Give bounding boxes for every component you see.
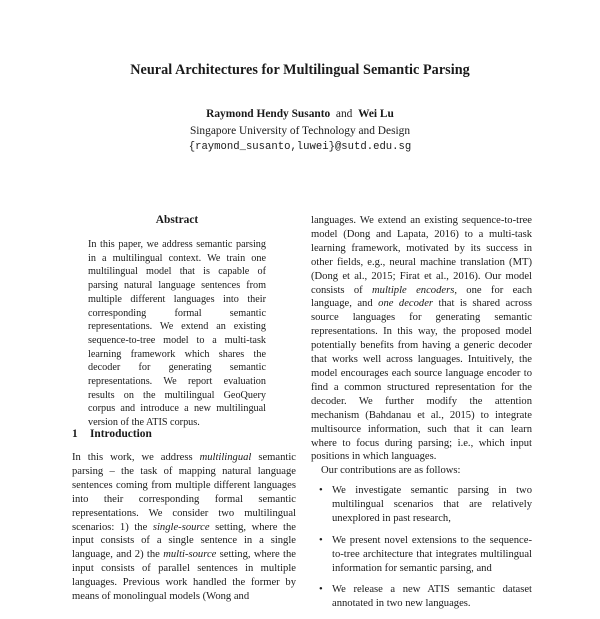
intro-text: semantic parsing – the task of mapping natural language sentences coming from multiple different languages into their corresponding formal semantic representations. We consider two multilingual scenarios: 1) the	[72, 452, 296, 533]
author-conjunction: and	[335, 108, 353, 120]
right-text: , one for each language, and	[311, 284, 532, 310]
list-item	[311, 583, 532, 611]
list-item-text: We release a new ATIS semantic dataset annotated in two new languages.	[332, 584, 532, 610]
contributions-list	[311, 484, 532, 619]
bullet-icon: •	[319, 534, 323, 546]
intro-text: setting, where the input consists of parallel sentences in multiple languages. Previous work handled the former by means of monolingual models (Wong and	[72, 549, 296, 603]
bullet-icon: •	[319, 584, 323, 596]
intro-text: In this work, we address	[72, 452, 200, 463]
right-column	[311, 214, 532, 478]
author-email: {raymond_susanto,luwei}@sutd.edu.sg	[188, 141, 412, 153]
intro-emphasis: multilingual	[199, 452, 252, 463]
right-emphasis: one decoder	[378, 298, 434, 310]
author-name: Wei Lu	[358, 108, 394, 120]
list-item	[311, 484, 532, 526]
author-name: Raymond Hendy Susanto	[206, 108, 331, 120]
section-heading-introduction	[72, 428, 152, 440]
affiliation: Singapore University of Technology and Design	[189, 125, 411, 137]
right-text: that is shared across source languages for generating semantic representations. In this way, the proposed model potentially benefits from having a generic decoder that works well across languages. Intuitively, the model encourages each source language encoder to find a common structured representation for the decoder. We further modify the attention mechanism (Bahdanau et al., 2015) to integrate multisource information, such that it can learn where to focus during parsing; i.e., which input positions in which languages.	[311, 298, 532, 463]
intro-text: setting, where the input consists of a single sentence in a single language, and 2) the	[72, 521, 296, 561]
intro-emphasis: single-source	[152, 521, 210, 533]
list-item	[311, 534, 532, 576]
section-title: Introduction	[90, 428, 152, 440]
section-number: 1	[72, 428, 78, 440]
right-emphasis: multiple encoders	[372, 284, 455, 296]
abstract-heading: Abstract	[155, 214, 199, 226]
right-paragraph	[311, 214, 532, 464]
bullet-icon: •	[319, 485, 323, 496]
author-line	[0, 108, 600, 120]
list-item-text: We investigate semantic parsing in two multilingual scenarios that are relatively unexplored in past research,	[332, 485, 532, 524]
contributions-intro: Our contributions are as follows:	[321, 465, 461, 477]
intro-emphasis: multi-source	[163, 549, 217, 561]
list-item-text: We present novel extensions to the sequence-to-tree architecture that integrates multilingual information for semantic parsing, and	[332, 534, 532, 574]
right-text: languages. We extend an existing sequence-to-tree model (Dong and Lapata, 2016) to a multi-task learning framework, motivated by its success in other fields, e.g., neural machine translation (MT) (Dong et al., 2015; Firat et al., 2016). Our model consists of	[311, 215, 532, 296]
introduction-paragraph	[72, 451, 296, 604]
abstract-text: In this paper, we address semantic parsing in a multilingual context. We train one multilingual model that is capable of parsing natural language sentences from multiple different languages into their corresponding formal semantic representations. We extend an existing sequence-to-tree model to a multi-task learning framework which shares the decoder for generating semantic representations. We report evaluation results on the multilingual GeoQuery corpus and introduce a new multilingual version of the ATIS corpus.	[88, 239, 266, 429]
paper-title: Neural Architectures for Multilingual Semantic Parsing	[130, 62, 470, 78]
